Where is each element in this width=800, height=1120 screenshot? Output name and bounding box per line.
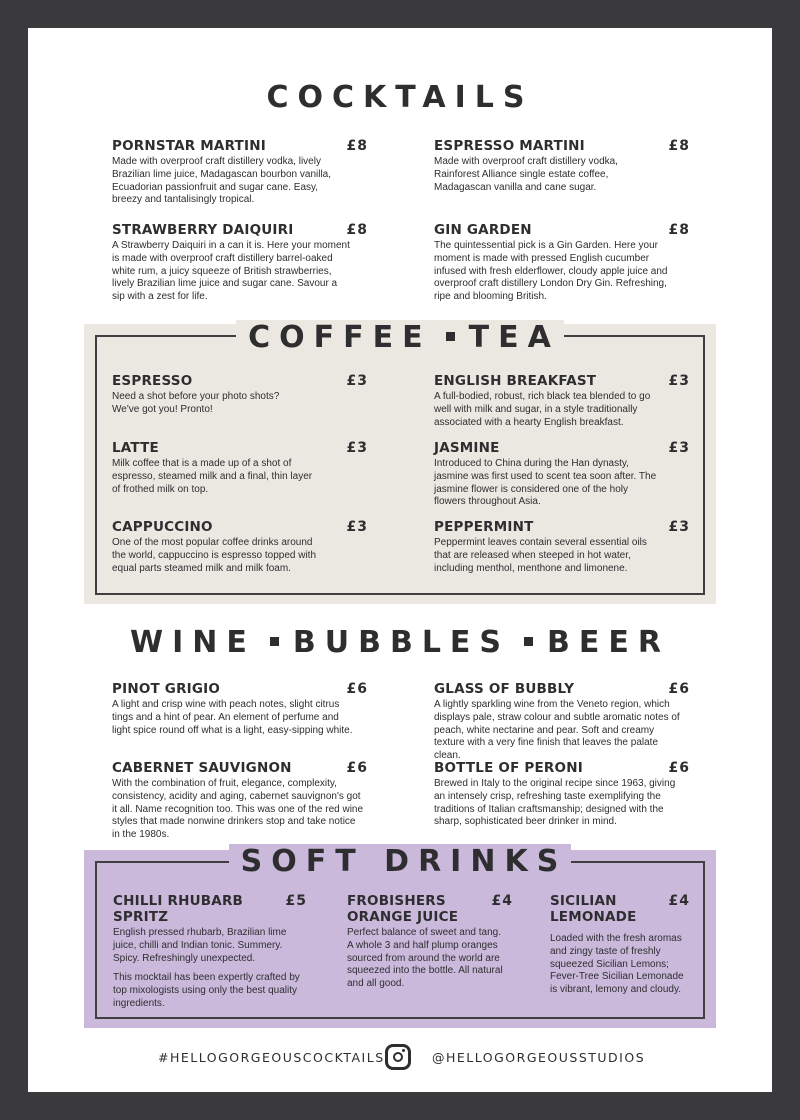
item-name: CABERNET SAUVIGNON xyxy=(112,760,292,776)
menu-item-english-breakfast xyxy=(434,373,690,429)
menu-item-glass-of-bubbly xyxy=(434,681,690,763)
item-description: Made with overproof craft distillery vodka, Rainforest Alliance single estate coffee, Madagascan vanilla and cane sugar. xyxy=(434,156,618,193)
item-description: A Strawberry Daiquiri in a can it is. Here your moment is made with overproof craft distillery barrel-oaked white rum, a juicy squeeze of British strawberries, lively Brazilian lime juice and sugar cane. Savour a sip with a zest for life. xyxy=(112,240,350,303)
item-price: £6 xyxy=(346,681,368,697)
separator-square xyxy=(270,637,279,646)
menu-item-strawberry-daiquiri xyxy=(112,222,368,304)
item-price: £8 xyxy=(668,222,690,238)
menu-item-pornstar-martini xyxy=(112,138,368,207)
item-name: STRAWBERRY DAIQUIRI xyxy=(112,222,294,238)
item-description: English pressed rhubarb, Brazilian lime juice, chilli and Indian tonic. Summery. Spicy. Refreshingly unexpected. xyxy=(113,927,287,964)
cocktails-heading: COCKTAILS xyxy=(266,80,534,115)
separator-square xyxy=(446,332,455,341)
item-price: £4 xyxy=(668,893,690,909)
item-description: Peppermint leaves contain several essential oils that are released when steeped in hot water, including menthol, menthone and limonene. xyxy=(434,537,647,574)
menu-item-cappuccino xyxy=(112,519,368,575)
item-price: £4 xyxy=(491,893,513,909)
item-price: £6 xyxy=(668,760,690,776)
item-price: £3 xyxy=(668,519,690,535)
item-name: ESPRESSO MARTINI xyxy=(434,138,585,154)
item-price: £6 xyxy=(668,681,690,697)
item-price: £8 xyxy=(346,222,368,238)
item-name: BOTTLE OF PERONI xyxy=(434,760,583,776)
item-name: ESPRESSO xyxy=(112,373,193,389)
item-name-line-1: CHILLI RHUBARB xyxy=(113,893,244,909)
item-description: Introduced to China during the Han dynasty, jasmine was first used to scent tea soon after. The jasmine flower is considered one of the holy flowers throughout Asia. xyxy=(434,458,657,508)
menu-item-pinot-grigio xyxy=(112,681,368,737)
item-description: A lightly sparkling wine from the Veneto region, which displays pale, straw colour and subtle aromatic notes of peach, white nectarine and pear. Soft and creamy texture with a very fine finish that leaves the palate clean. xyxy=(434,699,680,762)
menu-item-gin-garden xyxy=(434,222,690,304)
menu-item-latte xyxy=(112,440,368,496)
item-description: Brewed in Italy to the original recipe since 1963, giving an intensely crisp, refreshing taste exemplifying the traditions of Italian craftsmanship; designed with the sharp, sophisticated beer drinker in mind. xyxy=(434,778,676,828)
menu-item-espresso xyxy=(112,373,368,417)
item-description: The quintessential pick is a Gin Garden. Here your moment is made with pressed English cucumber infused with fresh elderflower, cloudy apple juice and overproof craft distillery London Dry Gin. Refreshing, ripe and blooming British. xyxy=(434,240,668,303)
item-description: One of the most popular coffee drinks around the world, cappuccino is espresso topped with equal parts steamed milk and milk foam. xyxy=(112,537,317,574)
item-price: £6 xyxy=(346,760,368,776)
item-name: GLASS OF BUBBLY xyxy=(434,681,575,697)
footer-hashtag: #HELLOGORGEOUSCOCKTAILS xyxy=(158,1050,385,1065)
item-price: £8 xyxy=(346,138,368,154)
menu-item-chilli-rhubarb-spritz xyxy=(113,893,307,1011)
menu-item-jasmine xyxy=(434,440,690,509)
item-description: Made with overproof craft distillery vodka, lively Brazilian lime juice, Madagascan bourbon vanilla, Ecuadorian passionfruit and sugar cane. Easy, breezy and tantalisingly tropical. xyxy=(112,156,332,206)
item-name: PEPPERMINT xyxy=(434,519,534,535)
item-name: CAPPUCCINO xyxy=(112,519,213,535)
coffee-tea-heading: COFFEE TEA xyxy=(0,320,800,355)
item-price: £3 xyxy=(346,440,368,456)
item-price: £3 xyxy=(346,519,368,535)
menu-item-bottle-of-peroni xyxy=(434,760,690,829)
item-name: JASMINE xyxy=(434,440,500,456)
item-price: £3 xyxy=(346,373,368,389)
item-name-line-1: SICILIAN xyxy=(550,893,617,909)
item-description: Perfect balance of sweet and tang. A whole 3 and half plump oranges sourced from around the world are squeezed into the bottle. All natural and all good. xyxy=(347,927,503,990)
menu-item-frobishers-orange-juice xyxy=(347,893,513,991)
item-name: PINOT GRIGIO xyxy=(112,681,221,697)
item-name: GIN GARDEN xyxy=(434,222,532,238)
soft-drinks-heading: SOFT DRINKS xyxy=(0,844,800,879)
item-description: Need a shot before your photo shots? We've got you! Pronto! xyxy=(112,391,280,415)
item-description: A full-bodied, robust, rich black tea blended to go well with milk and sugar, in a style traditionally associated with a hearty English breakfast. xyxy=(434,391,651,428)
menu-item-espresso-martini xyxy=(434,138,690,194)
menu-item-peppermint xyxy=(434,519,690,575)
menu-item-sicilian-lemonade xyxy=(550,893,690,997)
footer-handle: @HELLOGORGEOUSSTUDIOS xyxy=(432,1050,646,1065)
item-price: £3 xyxy=(668,373,690,389)
item-name-line-2: SPRITZ xyxy=(113,909,169,925)
item-description: Milk coffee that is a made up of a shot of espresso, steamed milk and a final, thin layer of frothed milk on top. xyxy=(112,458,313,495)
item-name: ENGLISH BREAKFAST xyxy=(434,373,597,389)
item-name-line-2: LEMONADE xyxy=(550,909,637,925)
item-price: £5 xyxy=(285,893,307,909)
wine-bubbles-beer-heading: WINE BUBBLES BEER xyxy=(130,625,670,660)
item-name: LATTE xyxy=(112,440,159,456)
item-description: Loaded with the fresh aromas and zingy taste of freshly squeezed Sicilian Lemons; Fever-Tree Sicilian Lemonade is vibrant, lemony and cloudy. xyxy=(550,933,684,996)
item-name: PORNSTAR MARTINI xyxy=(112,138,266,154)
item-price: £8 xyxy=(668,138,690,154)
item-description: A light and crisp wine with peach notes, slight citrus tings and a hint of pear. An element of perfume and light spice round off what is a light, easy-sipping white. xyxy=(112,699,353,736)
item-description-note: This mocktail has been expertly crafted by top mixologists using only the best quality ingredients. xyxy=(113,972,300,1009)
separator-square xyxy=(524,637,533,646)
item-name-line-2: ORANGE JUICE xyxy=(347,909,459,925)
item-price: £3 xyxy=(668,440,690,456)
item-description: With the combination of fruit, elegance, complexity, consistency, acidity and aging, cabernet sauvignon's got it all. Name recognition too. This was one of the red wine styles that made nonwine drinkers stop and take notice in the 1980s. xyxy=(112,778,364,841)
menu-item-cabernet-sauvignon xyxy=(112,760,368,842)
item-name-line-1: FROBISHERS xyxy=(347,893,446,909)
instagram-icon xyxy=(385,1044,411,1070)
